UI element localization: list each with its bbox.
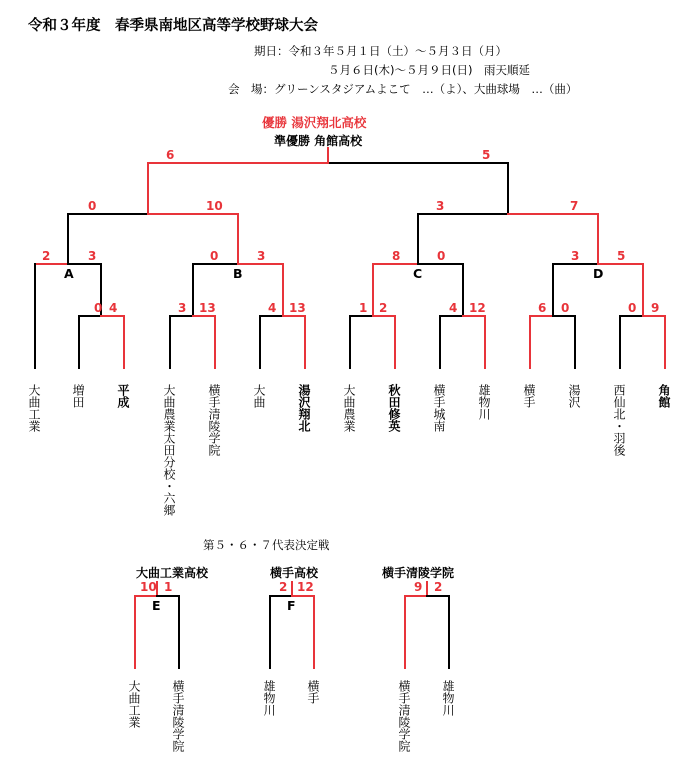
r1-5-right-score: 12	[469, 301, 486, 315]
game-label-D: D	[593, 266, 604, 281]
game-label-E: E	[152, 598, 161, 613]
team-name: 横手	[306, 680, 320, 704]
team-name: 横手清陵学院	[397, 680, 411, 752]
playoff-F-winner: 横手高校	[270, 566, 319, 580]
r1-6-left-score: 6	[538, 301, 547, 315]
team-name: 雄物川	[262, 680, 276, 716]
team-name: 湯沢翔北	[297, 384, 311, 432]
r1-3-right-score: 13	[289, 301, 306, 315]
playoff-E-right-score: 1	[164, 580, 173, 594]
dates-line-1: 期日：令和３年５月１日（土）～５月３日（月）	[254, 44, 507, 58]
r1-4-right-score: 2	[379, 301, 388, 315]
qfA-right-score: 3	[88, 249, 97, 263]
venue-line: 会 場：グリーンスタジアムよこて …（よ）、大曲球場 …（曲）	[228, 82, 578, 96]
game-label-F: F	[287, 598, 296, 613]
team-name: 横手城南	[432, 384, 446, 432]
team-name: 増田	[71, 384, 85, 408]
semi2-left-score: 3	[436, 199, 445, 213]
r1-7-left-score: 0	[628, 301, 637, 315]
r1-5-left-score: 4	[449, 301, 458, 315]
r1-3-left-score: 4	[268, 301, 277, 315]
r1-7-right-score: 9	[651, 301, 660, 315]
playoff-title: 第５・６・７代表決定戦	[203, 538, 330, 552]
r1-1-left-score: 0	[94, 301, 103, 315]
qfA-left-score: 2	[42, 249, 51, 263]
game-label-C: C	[413, 266, 423, 281]
playoff-F-right-score: 12	[297, 580, 314, 594]
team-name: 大曲	[252, 384, 266, 408]
playoff-G-right-score: 2	[434, 580, 443, 594]
team-name: 雄物川	[477, 384, 491, 420]
team-name: 大曲工業	[127, 680, 141, 728]
team-name: 角館	[657, 384, 671, 408]
playoff-E-winner: 大曲工業高校	[136, 566, 209, 580]
qfD-right-score: 5	[617, 249, 626, 263]
game-label-B: B	[233, 266, 243, 281]
runner-up-label: 準優勝 角館高校	[274, 134, 363, 148]
qfB-left-score: 0	[210, 249, 219, 263]
playoff-G-winner: 横手清陵学院	[382, 566, 455, 580]
semi1-left-score: 0	[88, 199, 97, 213]
semi2-right-score: 7	[570, 199, 579, 213]
team-name: 横手	[522, 384, 536, 408]
r1-1-right-score: 4	[109, 301, 118, 315]
page-title: 令和３年度 春季県南地区高等学校野球大会	[28, 18, 318, 34]
team-name: 横手清陵学院	[207, 384, 221, 456]
playoff-G-left-score: 9	[414, 580, 423, 594]
team-name: 横手清陵学院	[171, 680, 185, 752]
dates-line-2: ５月６日(木)～５月９日(日) 雨天順延	[328, 63, 530, 77]
r1-4-left-score: 1	[359, 301, 368, 315]
qfB-right-score: 3	[257, 249, 266, 263]
r1-2-right-score: 13	[199, 301, 216, 315]
r1-2-left-score: 3	[178, 301, 187, 315]
team-name: 秋田修英	[387, 384, 401, 432]
team-name: 大曲農業太田分校・六郷	[162, 384, 176, 516]
qfC-right-score: 0	[437, 249, 446, 263]
team-name: 大曲工業	[27, 384, 41, 432]
team-name: 西仙北・羽後	[612, 384, 626, 456]
game-label-A: A	[64, 266, 74, 281]
final-left-score: 6	[166, 148, 175, 162]
playoff-F-left-score: 2	[279, 580, 288, 594]
team-name: 平成	[116, 384, 130, 408]
team-name: 大曲農業	[342, 384, 356, 432]
playoff-E-left-score: 10	[140, 580, 157, 594]
team-name: 湯沢	[567, 384, 581, 408]
semi1-right-score: 10	[206, 199, 223, 213]
qfC-left-score: 8	[392, 249, 401, 263]
r1-6-right-score: 0	[561, 301, 570, 315]
team-name: 雄物川	[441, 680, 455, 716]
champion-label: 優勝 湯沢翔北高校	[262, 115, 367, 130]
qfD-left-score: 3	[571, 249, 580, 263]
final-right-score: 5	[482, 148, 491, 162]
